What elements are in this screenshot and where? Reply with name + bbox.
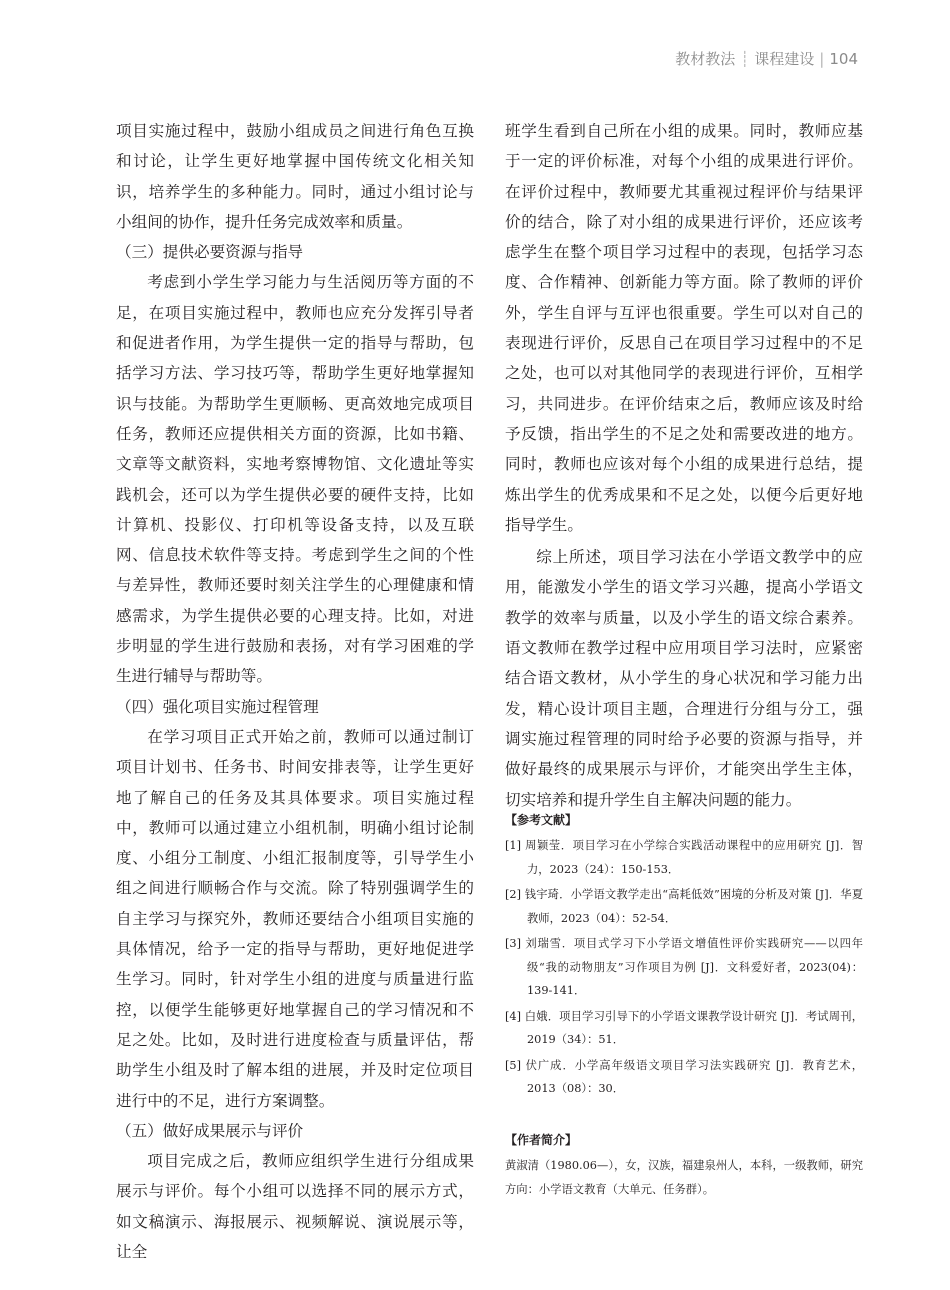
section-heading: （三）提供必要资源与指导 [116,243,304,262]
running-header [675,48,858,69]
reference-item: [4] 白娥．项目学习引导下的小学语文课教学设计研究 [J]．考试周刊，2019（34）：51． [505,1009,863,1046]
author-text: 黄淑清（1980.06—），女，汉族，福建泉州人，本科，一级教师，研究方向：小学语文教育（大单元、任务群）。 [505,1159,863,1196]
reference-item: [3] 刘瑞雪．项目式学习下小学语文增值性评价实践研究——以四年级“我的动物朋友”习作项目为例 [J]．文科爱好者，2023(04)：139-141． [505,937,863,997]
paragraph: 项目完成之后，教师应组织学生进行分组成果展示与评价。每个小组可以选择不同的展示方式，如文稿演示、海报展示、视频解说、演说展示等，让全 [116,1152,474,1261]
references-title: 【参考文献】 [505,813,578,827]
right-column [505,116,863,815]
author-section [505,1130,863,1201]
author-title: 【作者简介】 [505,1133,578,1147]
reference-item: [1] 周颖莹．项目学习在小学综合实践活动课程中的应用研究 [J]．智力，2023（24）：150-153． [505,839,863,876]
conclusion-paragraph: 综上所述，项目学习法在小学语文教学中的应用，能激发小学生的语文学习兴趣，提高小学语文教学的效率与质量，以及小学生的语文综合素养。语文教师在教学过程中应用项目学习法时，应紧密结合语文教材，从小学生的身心状况和学习能力出发，精心设计项目主题，合理进行分组与分工，强调实施过程管理的同时给予必要的资源与指导，并做好最终的成果展示与评价，才能突出学生主体，切实培养和提升学生自主解决问题的能力。 [505,548,863,809]
paragraph: 班学生看到自己所在小组的成果。同时，教师应基于一定的评价标准，对每个小组的成果进行评价。在评价过程中，教师要尤其重视过程评价与结果评价的结合，除了对小组的成果进行评价，还应该考虑学生在整个项目学习过程中的表现，包括学习态度、合作精神、创新能力等方面。除了教师的评价外，学生自评与互评也很重要。学生可以对自己的表现进行评价，反思自己在项目学习过程中的不足之处，也可以对其他同学的表现进行评价，互相学习，共同进步。在评价结束之后，教师应该及时给予反馈，指出学生的不足之处和需要改进的地方。同时，教师也应该对每个小组的成果进行总结，提炼出学生的优秀成果和不足之处，以便今后更好地指导学生。 [505,122,863,534]
section-heading: （五）做好成果展示与评价 [116,1121,304,1140]
left-column [116,116,474,1267]
paragraph: 在学习项目正式开始之前，教师可以通过制订项目计划书、任务书、时间安排表等，让学生更好地了解自己的任务及其具体要求。项目实施过程中，教师可以通过建立小组机制，明确小组讨论制度、小组分工制度、小组汇报制度等，引导学生小组之间进行顺畅合作与交流。除了特别强调学生的自主学习与探究外，教师还要结合小组项目实施的具体情况，给予一定的指导与帮助，更好地促进学生学习。同时，针对学生小组的进度与质量进行监控，以便学生能够更好地掌握自己的学习情况和不足之处。比如，及时进行进度检查与质量评估，帮助学生小组及时了解本组的进展，并及时定位项目进行中的不足，进行方案调整。 [116,727,474,1110]
references-section [505,810,863,1103]
page-number: 104 [829,49,858,68]
reference-item: [2] 钱宇琦．小学语文教学走出“高耗低效”困境的分析及对策 [J]．华夏教师，2023（04）：52-54． [505,888,863,925]
reference-item: [5] 伏广成．小学高年级语文项目学习法实践研究 [J]．教育艺术，2013（08）：30． [505,1058,863,1095]
section-heading: （四）强化项目实施过程管理 [116,697,319,716]
header-subsection: 课程建设 [754,50,815,68]
paragraph: 考虑到小学生学习能力与生活阅历等方面的不足，在项目实施过程中，教师也应充分发挥引导者和促进者作用，为学生提供一定的指导与帮助，包括学习方法、学习技巧等，帮助学生更好地掌握知识与技能。为帮助学生更顺畅、更高效地完成项目任务，教师还应提供相关方面的资源，比如书籍、文章等文献资料，实地考察博物馆、文化遗址等实践机会，还可以为学生提供必要的硬件支持，比如计算机、投影仪、打印机等设备支持，以及互联网、信息技术软件等支持。考虑到学生之间的个性与差异性，教师还要时刻关注学生的心理健康和情感需求，为学生提供必要的心理支持。比如，对进步明显的学生进行鼓励和表扬，对有学习困难的学生进行辅导与帮助等。 [116,273,474,686]
paragraph: 项目实施过程中，鼓励小组成员之间进行角色互换和讨论，让学生更好地掌握中国传统文化相关知识，培养学生的多种能力。同时，通过小组讨论与小组间的协作，提升任务完成效率和质量。 [116,122,474,231]
header-section: 教材教法 [675,50,736,68]
header-separator-2: | [819,49,825,68]
header-separator: ┊ [740,49,750,68]
